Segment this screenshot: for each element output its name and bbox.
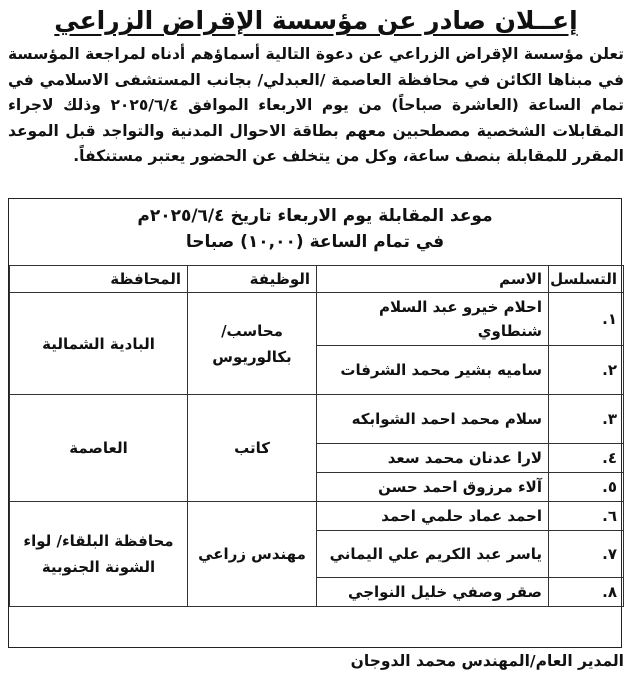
row-serial: ١.	[549, 293, 624, 346]
row-serial: ٥.	[549, 473, 624, 502]
table-row	[10, 395, 624, 444]
header-name: الاسم	[317, 266, 549, 293]
row-serial: ٣.	[549, 395, 624, 444]
row-name: ساميه بشير محمد الشرفات	[317, 346, 549, 395]
group-governorate: البادية الشمالية	[10, 293, 188, 395]
row-serial: ٧.	[549, 531, 624, 578]
row-serial: ٦.	[549, 502, 624, 531]
row-serial: ٤.	[549, 444, 624, 473]
row-name: لارا عدنان محمد سعد	[317, 444, 549, 473]
row-name: صقر وصفي خليل النواجي	[317, 578, 549, 607]
row-serial: ٨.	[549, 578, 624, 607]
row-name: سلام محمد احمد الشوابكه	[317, 395, 549, 444]
table-header-row	[10, 266, 624, 293]
header-serial: التسلسل	[549, 266, 624, 293]
candidates-table	[9, 265, 624, 607]
header-governorate: المحافظة	[10, 266, 188, 293]
group-job: مهندس زراعي	[188, 502, 317, 607]
interview-schedule	[9, 203, 621, 255]
row-name: احمد عماد حلمي احمد	[317, 502, 549, 531]
intro-paragraph: تعلن مؤسسة الإقراض الزراعي عن دعوة التالية أسماؤهم أدناه لمراجعة المؤسسة في مبناها الكائن في محافظة العاصمة /العبدلي/ بجانب المستشفى الاسلامي في تمام الساعة (العاشرة صباحاً) من يوم الاربعاء الموافق ٢٠٢٥/٦/٤ وذلك لاجراء المقابلات الشخصية مصطحبين معهم بطاقة الاحوال المدنية والتواجد قبل الموعد المقرر للمقابلة بنصف ساعة، وكل من يتخلف عن الحضور يعتبر مستنكفاً.	[8, 45, 624, 165]
signature: المدير العام/المهندس محمد الدوجان	[350, 652, 624, 670]
table-row	[10, 293, 624, 346]
header-job: الوظيفة	[188, 266, 317, 293]
group-governorate: العاصمة	[10, 395, 188, 502]
row-name: آلاء مرزوق احمد حسن	[317, 473, 549, 502]
interview-box	[8, 198, 622, 648]
group-job: محاسب/ بكالوريوس	[188, 293, 317, 395]
row-serial: ٢.	[549, 346, 624, 395]
interview-date: موعد المقابلة يوم الاربعاء تاريخ ٢٠٢٥/٦/٤م	[137, 206, 493, 226]
interview-time: في تمام الساعة (١٠,٠٠) صباحا	[185, 232, 445, 252]
row-name: احلام خيرو عبد السلام شنطاوي	[317, 293, 549, 346]
group-job: كاتب	[188, 395, 317, 502]
row-name: ياسر عبد الكريم علي اليماني	[317, 531, 549, 578]
table-row	[10, 502, 624, 531]
announcement-title: إعــلان صادر عن مؤسسة الإقراض الزراعي	[54, 6, 578, 35]
group-governorate: محافظة البلقاء/ لواء الشونة الجنوبية	[10, 502, 188, 607]
